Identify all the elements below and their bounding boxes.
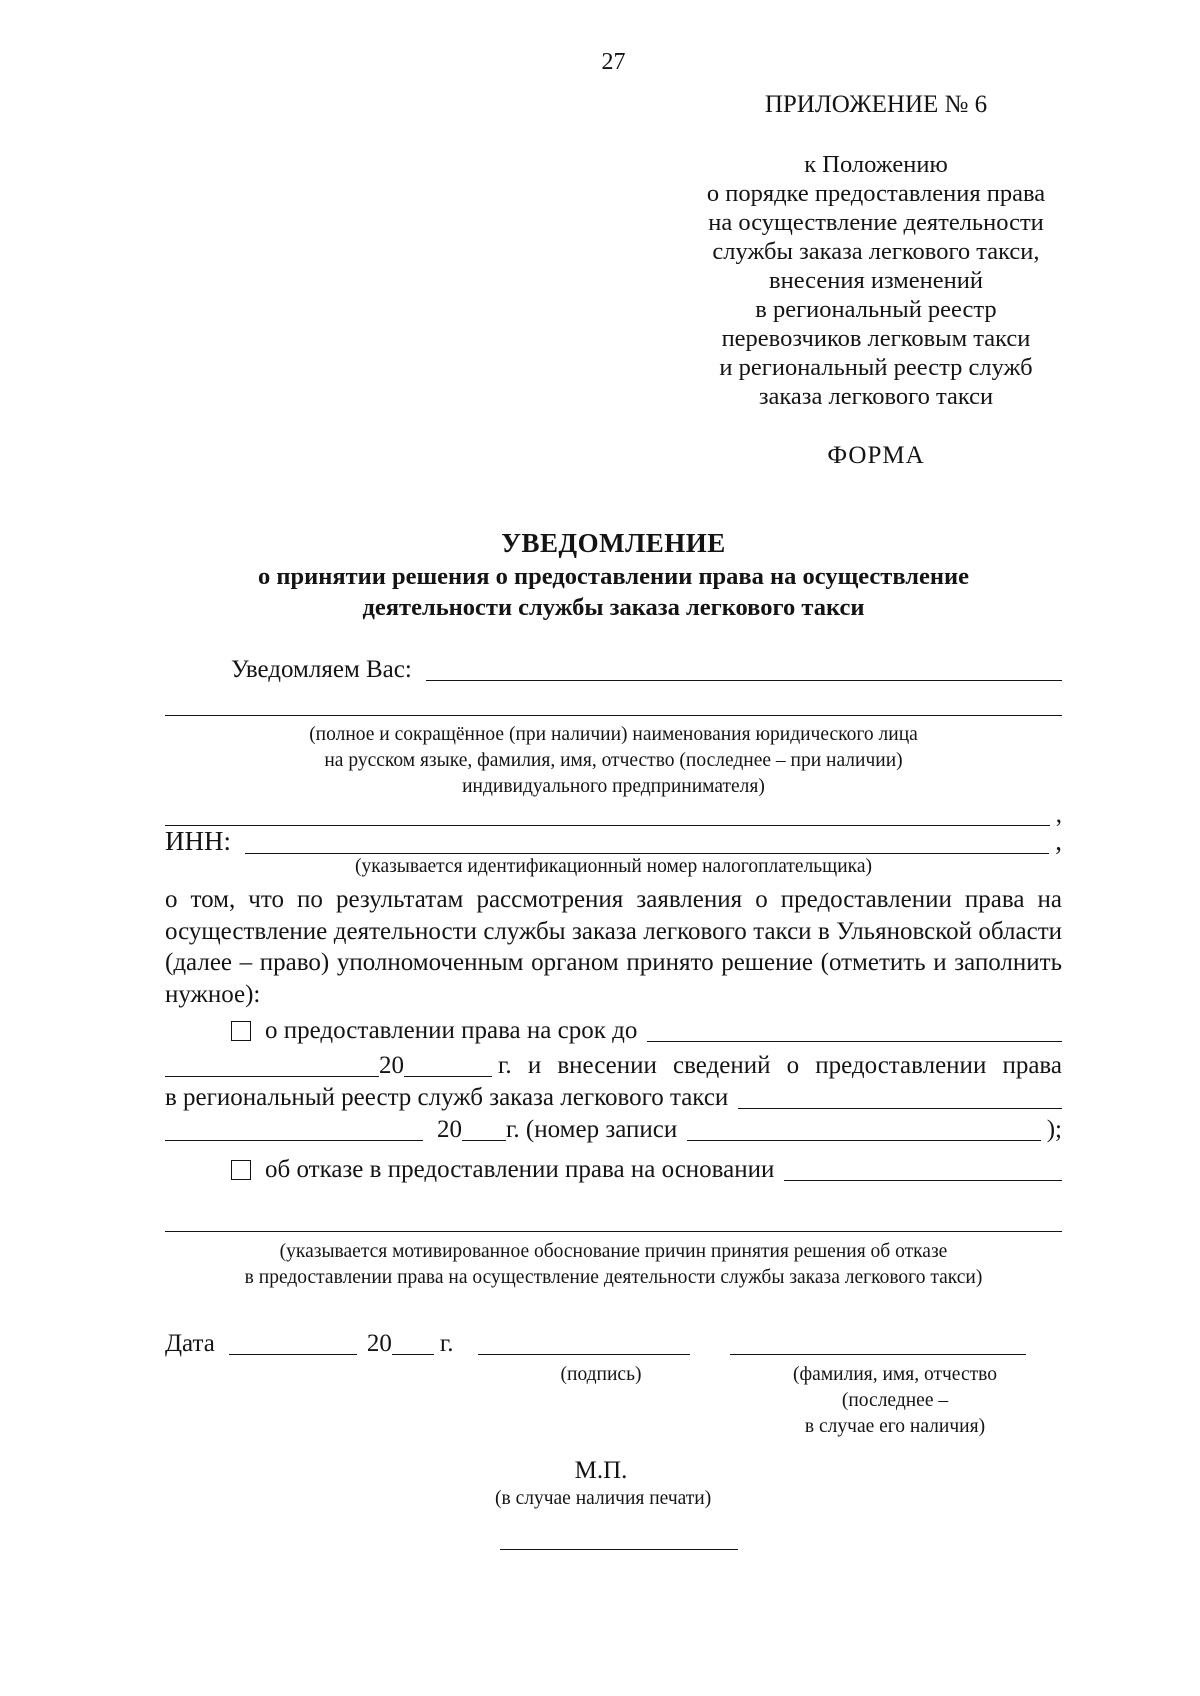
- regulation-reference-line: внесения изменений: [769, 267, 983, 294]
- grant-option-row3: [165, 1083, 1062, 1113]
- signature-blank: [478, 1354, 690, 1355]
- registry-number-blank: [687, 1140, 1041, 1141]
- applicant-name-hint: [165, 722, 1062, 800]
- footer-spacer: [707, 1362, 747, 1440]
- inn-hint: (указывается идентификационный номер налогоплательщика): [355, 856, 872, 877]
- footer-hints-row: [165, 1362, 1062, 1440]
- registry-year-prefix: 20: [437, 1116, 462, 1143]
- applicant-name-row3: [165, 800, 1062, 830]
- appendix-title: ПРИЛОЖЕНИЕ № 6: [764, 91, 988, 118]
- inn-label: ИНН:: [165, 826, 231, 856]
- date-year-prefix: 20: [366, 1330, 392, 1357]
- registry-close-mark: );: [1046, 1116, 1062, 1143]
- inn-row: [165, 826, 1062, 856]
- date-row: [165, 1329, 1062, 1359]
- date-blank: [229, 1354, 357, 1355]
- applicant-name-blank-line3: [165, 825, 1050, 826]
- date-year-blank: [392, 1354, 434, 1355]
- grant-term-blank: [647, 1041, 1062, 1042]
- grant-option-text: о предоставлении права на срок до: [265, 1017, 638, 1044]
- refuse-option-text: об отказе в предоставлении права на основании: [265, 1156, 775, 1183]
- refuse-basis-blank: [784, 1180, 1062, 1181]
- grant-option-row2-text: г. и внесении сведений о предоставлении права: [498, 1052, 1062, 1079]
- fullname-hint-line: в случае его наличия): [804, 1416, 986, 1437]
- regulation-reference-line: службы заказа легкового такси,: [712, 238, 1040, 265]
- document-subtitle-line: деятельности службы заказа легкового такси: [362, 594, 865, 621]
- date-label: Дата: [165, 1330, 215, 1357]
- regulation-reference-line: к Положению: [804, 151, 948, 178]
- applicant-name-hint-line: индивидуального предпринимателя): [462, 776, 765, 797]
- final-blank: [500, 1549, 738, 1550]
- document-title: УВЕДОМЛЕНИЕ: [501, 528, 726, 558]
- registry-year-blank: [462, 1140, 506, 1141]
- grant-date-blank: [165, 1076, 379, 1077]
- regulation-reference: [690, 150, 1062, 411]
- registry-blank: [738, 1108, 1062, 1109]
- refusal-hint-line: в предоставлении права на осуществление деятельности службы заказа легкового такси): [244, 1267, 983, 1288]
- refuse-option-checkbox: [231, 1160, 251, 1180]
- comma-mark: ,: [1055, 826, 1062, 856]
- refuse-basis-blank-line2: [165, 1231, 1062, 1232]
- grant-option-row4: [165, 1115, 1062, 1145]
- document-subtitle-line: о принятии решения о предоставлении права на осуществление: [258, 563, 969, 590]
- regulation-reference-line: заказа легкового такси: [758, 383, 994, 410]
- applicant-name-blank-line2: [165, 715, 1062, 716]
- grant-option-row2: [165, 1051, 1062, 1081]
- footer-spacer: [165, 1362, 495, 1440]
- regulation-reference-line: в региональный реестр: [755, 296, 997, 323]
- applicant-name-blank: [426, 680, 1062, 681]
- refuse-option-row: [165, 1155, 1062, 1185]
- notify-row: [165, 655, 1062, 685]
- refusal-hint: [165, 1239, 1062, 1291]
- header-right-block: [690, 90, 1062, 471]
- registry-date-blank: [165, 1140, 423, 1141]
- form-label: ФОРМА: [827, 442, 925, 469]
- stamp-label: М.П.: [574, 1457, 628, 1484]
- stamp-hint: (в случае наличия печати): [495, 1488, 712, 1509]
- grant-option-row1: [165, 1016, 1062, 1046]
- regulation-reference-line: перевозчиков легковым такси: [721, 325, 1031, 352]
- comma-mark: ,: [1055, 801, 1062, 828]
- grant-option-checkbox: [231, 1021, 251, 1041]
- refusal-hint-line: (указывается мотивированное обоснование причин принятия решения об отказе: [279, 1241, 948, 1262]
- document-content: [165, 48, 1062, 1550]
- stamp-block: [495, 1456, 712, 1511]
- applicant-name-hint-line: на русском языке, фамилия, имя, отчество (последнее – при наличии): [324, 750, 903, 771]
- registry-number-label: г. (номер записи: [506, 1116, 678, 1143]
- notify-label: Уведомляем Вас:: [231, 656, 412, 683]
- signature-hint: (подпись): [560, 1364, 642, 1385]
- page-number: 27: [601, 49, 626, 75]
- regulation-reference-line: и региональный реестр служб: [719, 354, 1033, 381]
- grant-option-row3-text: в региональный реестр служб заказа легкового такси: [165, 1084, 729, 1111]
- decision-paragraph: о том, что по результатам рассмотрения заявления о предоставлении права на осуществление деятельности службы заказа легкового такси в Ульяновской области (далее – право) уполномоченным органом принято решение (отметить и заполнить нужное):: [165, 886, 1062, 1008]
- fullname-hint: [747, 1362, 1043, 1440]
- regulation-reference-line: о порядке предоставления права: [706, 180, 1046, 207]
- fullname-hint-line: (фамилия, имя, отчество (последнее –: [793, 1364, 997, 1411]
- regulation-reference-line: на осуществление деятельности: [708, 209, 1044, 236]
- fullname-blank: [730, 1354, 1026, 1355]
- date-year-suffix: г.: [439, 1330, 454, 1357]
- applicant-name-hint-line: (полное и сокращённое (при наличии) наименования юридического лица: [309, 724, 918, 745]
- grant-year-blank: [404, 1076, 492, 1077]
- inn-blank: [245, 853, 1049, 854]
- document-subtitle: [165, 561, 1062, 623]
- grant-year-prefix: 20: [379, 1052, 404, 1079]
